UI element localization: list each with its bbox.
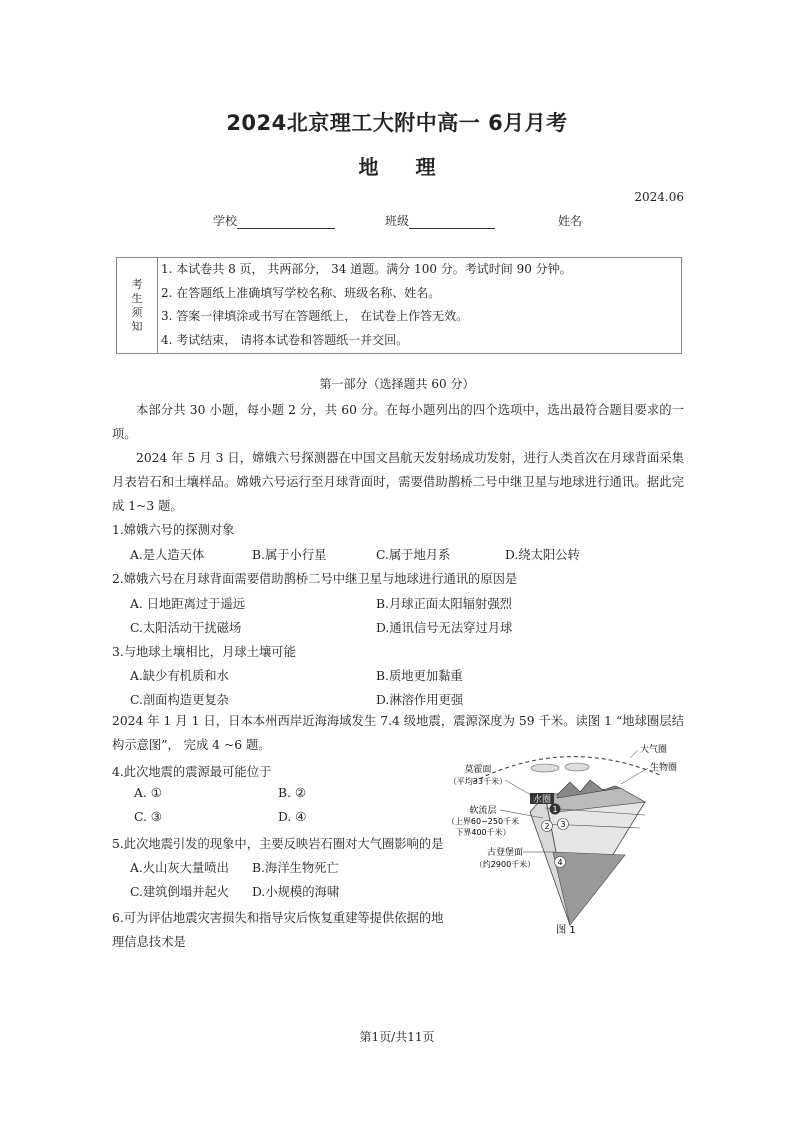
- moho-depth-label: （平均33千米）: [448, 777, 508, 786]
- option: B. ②: [278, 786, 306, 800]
- asthenosphere-depth-1: （上界60~250千米: [446, 817, 520, 826]
- subject-title: 地 理: [358, 155, 436, 179]
- notice-item: 3. 答案一律填涂或书写在答题纸上， 在试卷上作答无效。: [157, 305, 681, 329]
- context-paragraph-1: 2024 年 5 月 3 日，嫦娥六号探测器在中国文昌航天发射场成功发射，进行人类首次在月球背面采集月表岩石和土壤样品。嫦娥六号运行至月球背面时，需要借助鹊桥二号中继卫星与地球进行通讯。据此完成 1~3 题。: [112, 451, 684, 513]
- cloud-icon: [565, 763, 589, 771]
- exam-date: 2024.06: [634, 190, 684, 204]
- page-title: 2024北京理工大附中高一 6月月考: [226, 111, 568, 135]
- option: C.属于地月系: [376, 548, 451, 562]
- option: D.绕太阳公转: [505, 548, 580, 562]
- question-5: 5.此次地震引发的现象中，主要反映岩石圈对大气圈影响的是: [112, 837, 444, 851]
- option: B.质地更加黏重: [376, 669, 463, 683]
- option: A.缺少有机质和水: [130, 669, 229, 683]
- notice-side-label: 考 生 须 知: [117, 258, 158, 354]
- option: A. ①: [134, 786, 162, 800]
- option: A.是人造天体: [130, 548, 205, 562]
- section-title: 第一部分（选择题共 60 分）: [319, 377, 475, 391]
- asthenosphere-depth-2: 下界400千米）: [455, 828, 511, 837]
- option: A. 日地距离过于遥远: [130, 597, 246, 611]
- layer-number-2: 2: [544, 822, 550, 831]
- school-field: [213, 212, 335, 229]
- class-label: 班级: [385, 214, 410, 228]
- gutenberg-depth-label: （约2900千米）: [474, 860, 536, 869]
- option: B.属于小行星: [252, 548, 327, 562]
- asthenosphere-label: 软流层: [469, 806, 497, 816]
- option: D.小规模的海啸: [252, 885, 340, 899]
- earth-layers-figure: [445, 740, 685, 935]
- section-intro: 本部分共 30 小题，每小题 2 分，共 60 分。在每小题列出的四个选项中，选出最符合题目要求的一项。: [112, 403, 684, 441]
- notice-item: 4. 考试结束， 请将本试卷和答题纸一并交回。: [157, 329, 681, 353]
- notice-item: 1. 本试卷共 8 页， 共两部分， 34 道题。满分 100 分。考试时间 90 分钟。: [157, 258, 681, 282]
- option: D.淋溶作用更强: [376, 693, 464, 707]
- option: B.月球正面太阳辐射强烈: [376, 597, 512, 611]
- question-3: 3.与地球土壤相比，月球土壤可能: [112, 645, 296, 659]
- option: B.海洋生物死亡: [252, 861, 339, 875]
- option: C.太阳活动干扰磁场: [130, 621, 242, 635]
- class-blank: [409, 215, 495, 229]
- question-6: 6.可为评估地震灾害损失和指导灾后恢复重建等提供依据的地理信息技术是: [112, 911, 444, 949]
- option: C. ③: [134, 810, 162, 824]
- option: D. ④: [278, 810, 307, 824]
- cloud-icon: [531, 764, 559, 772]
- layer-number-4: 4: [557, 858, 563, 867]
- layer-number-1: 1: [552, 805, 558, 814]
- question-4: 4.此次地震的震源最可能位于: [112, 765, 272, 779]
- atmosphere-label: 大气圈: [640, 745, 668, 755]
- notice-item: 2. 在答题纸上准确填写学校名称、班级名称、姓名。: [157, 282, 681, 306]
- biosphere-label: 生物圈: [650, 763, 678, 773]
- option: A.火山灰大量喷出: [130, 861, 229, 875]
- question-2: 2.嫦娥六号在月球背面需要借助鹊桥二号中继卫星与地球进行通讯的原因是: [112, 572, 518, 586]
- figure-caption: 图 1: [556, 925, 576, 935]
- hydrosphere-label: 水圈: [532, 795, 552, 805]
- notice-box: [116, 257, 682, 354]
- option: D.通讯信号无法穿过月球: [376, 621, 513, 635]
- context-paragraph-2: 2024 年 1 月 1 日，日本本州西岸近海海域发生 7.4 级地震，震源深度为 59 千米。读图 1 “地球圈层结构示意图”， 完成 4 ~6 题。: [112, 714, 684, 752]
- option: C.剖面构造更复杂: [130, 693, 229, 707]
- moho-label: 莫霍面: [464, 765, 492, 775]
- name-label: 姓名: [558, 214, 583, 228]
- layer-number-3: 3: [560, 820, 566, 829]
- school-label: 学校: [213, 214, 238, 228]
- school-blank: [237, 215, 335, 229]
- option: C.建筑倒塌并起火: [130, 885, 229, 899]
- question-1: 1.嫦娥六号的探测对象: [112, 523, 235, 537]
- name-field: [558, 212, 582, 229]
- class-field: [385, 212, 495, 229]
- gutenberg-label: 古登堡面: [486, 848, 524, 858]
- page-footer: 第1页/共11页: [359, 1030, 435, 1044]
